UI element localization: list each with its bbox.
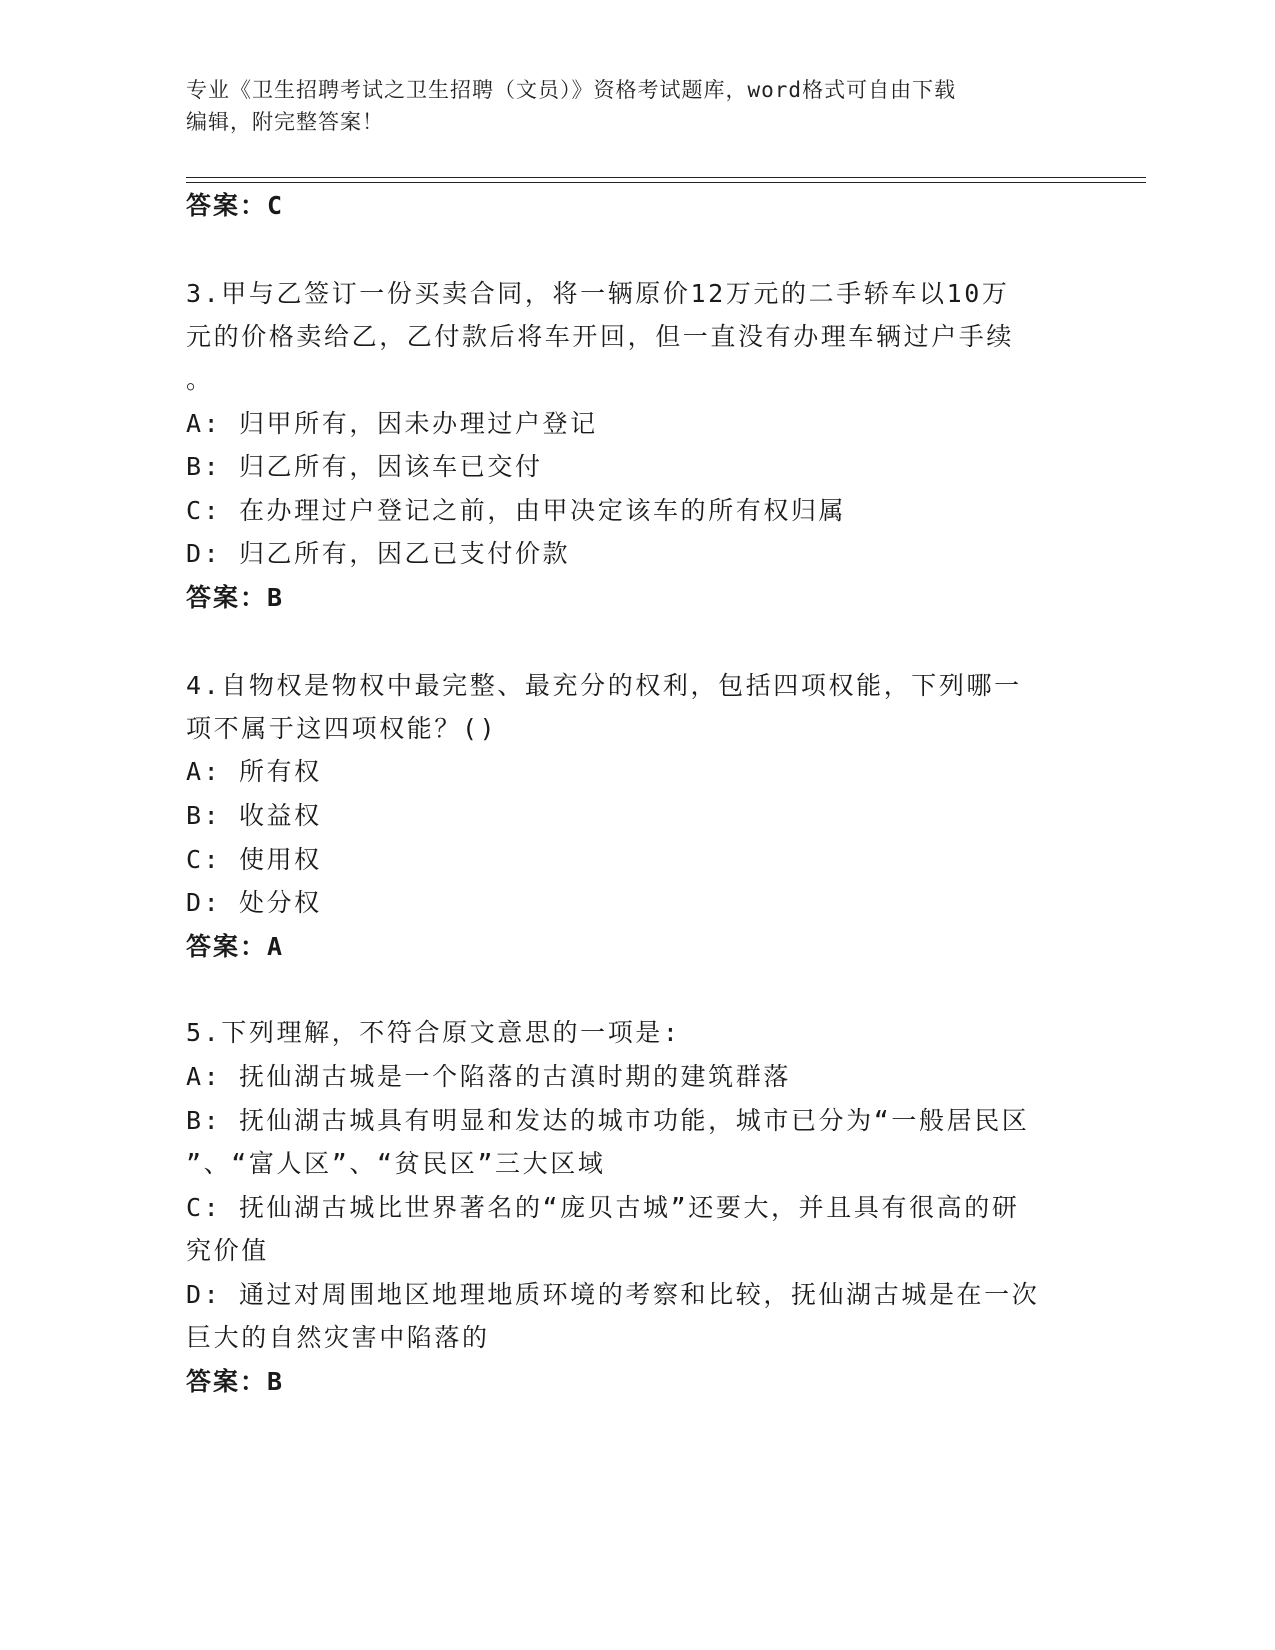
- header-rule-top: [186, 177, 1146, 178]
- question-4-line-2: 项不属于这四项权能？(): [186, 714, 498, 743]
- question-5-option-a: A: 抚仙湖古城是一个陷落的古滇时期的建筑群落: [186, 1062, 791, 1091]
- question-3-line-1: 3.甲与乙签订一份买卖合同，将一辆原价12万元的二手轿车以10万: [186, 279, 1010, 308]
- header-rule-bottom: [186, 182, 1146, 183]
- header-line-2: 编辑，附完整答案！: [186, 110, 384, 134]
- question-3-option-a: A: 归甲所有，因未办理过户登记: [186, 409, 598, 438]
- question-5-answer: 答案：B: [186, 1367, 285, 1396]
- question-4-option-b: B: 收益权: [186, 801, 322, 830]
- question-4-line-1: 4.自物权是物权中最完整、最充分的权利，包括四项权能，下列哪一: [186, 671, 1022, 700]
- question-3-answer: 答案：B: [186, 583, 285, 612]
- question-3-line-3: 。: [186, 365, 214, 394]
- question-5-option-b: B: 抚仙湖古城具有明显和发达的城市功能，城市已分为“一般居民区: [186, 1106, 1030, 1135]
- question-4-option-a: A: 所有权: [186, 757, 322, 786]
- question-5-option-d: D: 通过对周围地区地理地质环境的考察和比较，抚仙湖古城是在一次: [186, 1280, 1040, 1309]
- header-line-1: 专业《卫生招聘考试之卫生招聘（文员）》资格考试题库，word格式可自由下载: [186, 78, 957, 102]
- question-5-option-b-cont: ”、“富人区”、“贫民区”三大区域: [186, 1149, 606, 1178]
- question-4-option-d: D: 处分权: [186, 888, 322, 917]
- question-3-option-b: B: 归乙所有，因该车已交付: [186, 452, 543, 481]
- question-3-option-c: C: 在办理过户登记之前，由甲决定该车的所有权归属: [186, 496, 847, 525]
- question-4-option-c: C: 使用权: [186, 845, 322, 874]
- question-3-line-2: 元的价格卖给乙，乙付款后将车开回，但一直没有办理车辆过户手续: [186, 322, 1015, 351]
- answer-prev: 答案：C: [186, 191, 285, 220]
- question-3-option-d: D: 归乙所有，因乙已支付价款: [186, 539, 571, 568]
- question-5-line-1: 5.下列理解，不符合原文意思的一项是:: [186, 1018, 681, 1047]
- question-5-option-c: C: 抚仙湖古城比世界著名的“庞贝古城”还要大，并且具有很高的研: [186, 1193, 1020, 1222]
- question-5-option-c-cont: 究价值: [186, 1236, 269, 1265]
- page-header: [186, 74, 1086, 138]
- question-5-option-d-cont: 巨大的自然灾害中陷落的: [186, 1323, 490, 1352]
- question-4-answer: 答案：A: [186, 932, 285, 961]
